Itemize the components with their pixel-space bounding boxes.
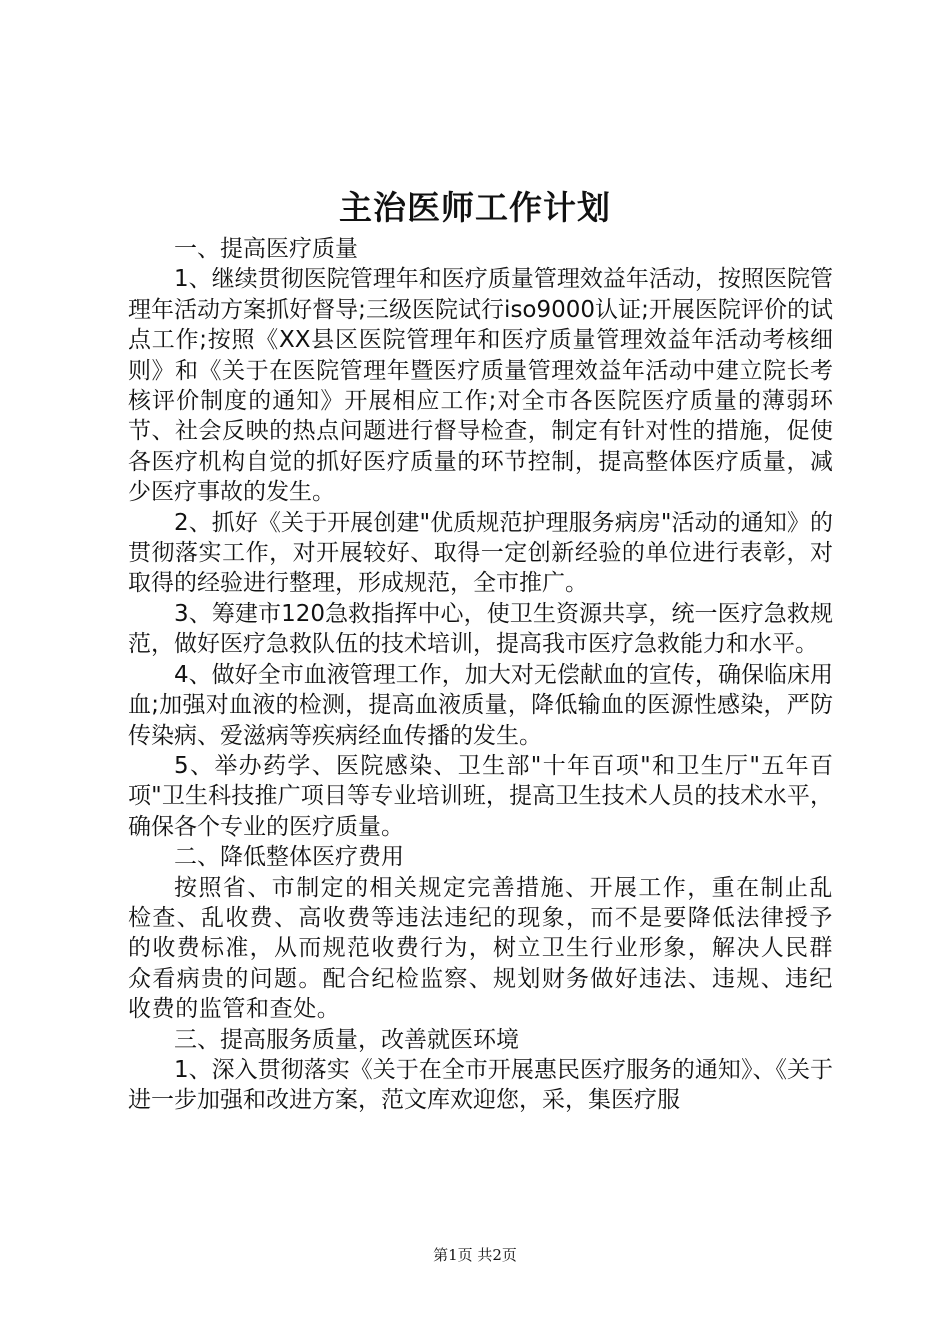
section-3-paragraph-1: 1、深入贯彻落实《关于在全市开展惠民医疗服务的通知》、《关于进一步加强和改进方案，范文库欢迎您，采，集医疗服 [128,1056,833,1114]
section-heading-2: 二、降低整体医疗费用 [174,844,404,871]
section-2-paragraph-1: 按照省、市制定的相关规定完善措施、开展工作，重在制止乱检查、乱收费、高收费等违法违纪的现象，而不是要降低法律授予的收费标准，从而规范收费行为，树立卫生行业形象，解决人民群众看病贵的问题。配合纪检监察、规划财务做好违法、违规、违纪收费的监管和查处。 [128,874,833,1023]
section-1-paragraph-1: 1、继续贯彻医院管理年和医疗质量管理效益年活动，按照医院管理年活动方案抓好督导;三级医院试行iso9000认证;开展医院评价的试点工作;按照《XX县区医院管理年和医疗质量管理效益年活动考核细则》和《关于在医院管理年暨医疗质量管理效益年活动中建立院长考核评价制度的通知》开展相应工作;对全市各医院医疗质量的薄弱环节、社会反映的热点问题进行督导检查，制定有针对性的措施，促使各医疗机构自觉的抓好医疗质量的环节控制，提高整体医疗质量，减少医疗事故的发生。 [128,266,833,506]
section-heading-3: 三、提高服务质量，改善就医环境 [174,1026,519,1053]
document-body [128,234,833,1116]
page-footer: 第1页 共2页 [433,1246,517,1264]
section-heading-1: 一、提高医疗质量 [174,236,358,262]
document-title: 主治医师工作计划 [339,188,611,227]
section-1-paragraph-4: 4、做好全市血液管理工作，加大对无偿献血的宣传，确保临床用血;加强对血液的检测，提高血液质量，降低输血的医源性感染，严防传染病、爱滋病等疾病经血传播的发生。 [128,661,833,749]
section-1-paragraph-3: 3、筹建市120急救指挥中心，使卫生资源共享，统一医疗急救规范，做好医疗急救队伍的技术培训，提高我市医疗急救能力和水平。 [128,600,833,658]
section-1-paragraph-5: 5、举办药学、医院感染、卫生部"十年百项"和卫生厅"五年百项"卫生科技推广项目等专业培训班，提高卫生技术人员的技术水平，确保各个专业的医疗质量。 [128,752,833,840]
section-1-paragraph-2: 2、抓好《关于开展创建"优质规范护理服务病房"活动的通知》的贯彻落实工作，对开展较好、取得一定创新经验的单位进行表彰，对取得的经验进行整理，形成规范，全市推广。 [128,509,833,597]
